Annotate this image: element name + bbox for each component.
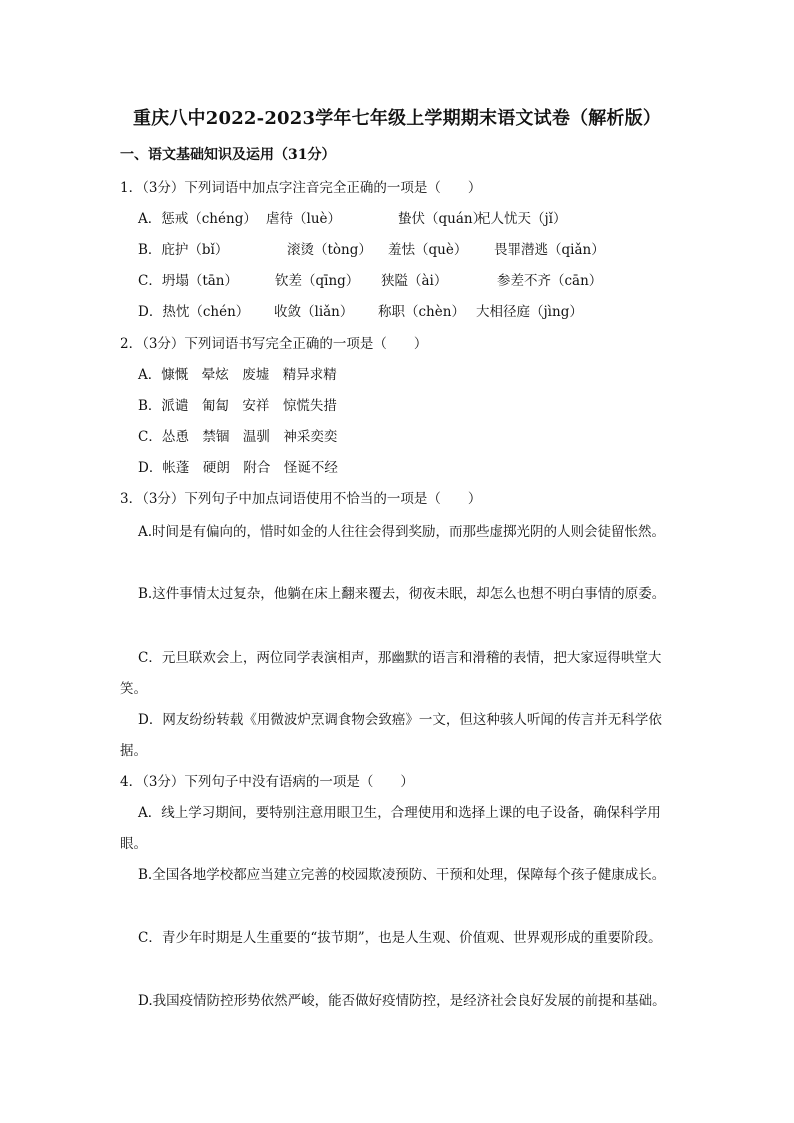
question-3-option-b: B.这件事情太过复杂，他躺在床上翻来覆去，彻夜未眠，却怎么也想不明白事情的原委。 bbox=[138, 586, 666, 602]
q1-a-item-4: 杞人忧天（jǐ） bbox=[477, 211, 567, 227]
question-3-option-d-line-2: 据。 bbox=[120, 743, 147, 759]
question-3-option-c-line-2: 笑。 bbox=[120, 681, 147, 697]
question-4-option-d: D.我国疫情防控形势依然严峻，能否做好疫情防控，是经济社会良好发展的前提和基础。 bbox=[138, 993, 666, 1009]
q1-d-item-4: 大相径庭（jìng） bbox=[476, 304, 583, 320]
q1-a-item-1: A．惩戒（chéng） bbox=[138, 211, 257, 227]
question-3-stem: 3．（3分）下列句子中加点词语使用不恰当的一项是（ ） bbox=[120, 491, 482, 507]
question-4-option-a-line-1: A．线上学习期间，要特别注意用眼卫生，合理使用和选择上课的电子设备，确保科学用 bbox=[138, 805, 661, 821]
q1-c-item-4: 参差不齐（cān） bbox=[497, 273, 603, 289]
q1-b-item-3: 羞怯（què） bbox=[388, 242, 468, 258]
q1-c-item-2: 钦差（qīng） bbox=[275, 273, 360, 289]
q1-d-item-2: 收敛（liǎn） bbox=[274, 304, 354, 320]
q1-d-item-3: 称职（chèn） bbox=[378, 304, 465, 320]
question-2-option-a: A．慷慨 晕炫 废墟 精异求精 bbox=[138, 367, 337, 383]
question-2-option-d: D．帐蓬 硬朗 附合 怪诞不经 bbox=[138, 460, 338, 476]
question-4-option-a-line-2: 眼。 bbox=[120, 836, 147, 852]
q1-b-item-2: 滚烫（tòng） bbox=[287, 242, 372, 258]
question-2-stem: 2．（3分）下列词语书写完全正确的一项是（ ） bbox=[120, 336, 428, 352]
question-3-option-d-line-1: D．网友纷纷转载《用微波炉烹调食物会致癌》一文，但这种骇人听闻的传言并无科学依 bbox=[138, 712, 662, 728]
document-title: 重庆八中2022-2023学年七年级上学期期末语文试卷（解析版） bbox=[132, 108, 662, 129]
question-4-option-c: C．青少年时期是人生重要的“拔节期”，也是人生观、价值观、世界观形成的重要阶段。 bbox=[138, 930, 662, 946]
q1-a-item-2: 虐待（luè） bbox=[266, 211, 342, 227]
question-4-option-b: B.全国各地学校都应当建立完善的校园欺凌预防、干预和处理，保障每个孩子健康成长。 bbox=[138, 867, 666, 883]
question-2-option-b: B．派谴 匍匐 安祥 惊慌失措 bbox=[138, 398, 337, 414]
q1-c-item-3: 狭隘（ài） bbox=[381, 273, 448, 289]
question-1-stem: 1．（3分）下列词语中加点字注音完全正确的一项是（ ） bbox=[120, 180, 482, 196]
question-4-stem: 4．（3分）下列句子中没有语病的一项是（ ） bbox=[120, 774, 414, 790]
question-3-option-a: A.时间是有偏向的，惜时如金的人往往会得到奖励，而那些虚掷光阴的人则会徒留怅然。 bbox=[138, 524, 666, 540]
question-3-option-c-line-1: C．元旦联欢会上，两位同学表演相声，那幽默的语言和滑稽的表情，把大家逗得哄堂大 bbox=[138, 650, 662, 666]
section-heading: 一、语文基础知识及运用（31分） bbox=[120, 147, 336, 163]
q1-b-item-1: B．庇护（bǐ） bbox=[138, 242, 229, 258]
question-2-option-c: C．怂恿 禁锢 温驯 神采奕奕 bbox=[138, 429, 338, 445]
q1-a-item-3: 蛰伏（quán） bbox=[398, 211, 487, 227]
q1-c-item-1: C．坍塌（tān） bbox=[138, 273, 238, 289]
q1-d-item-1: D．热忱（chén） bbox=[138, 304, 250, 320]
q1-b-item-4: 畏罪潜逃（qiǎn） bbox=[494, 242, 605, 258]
